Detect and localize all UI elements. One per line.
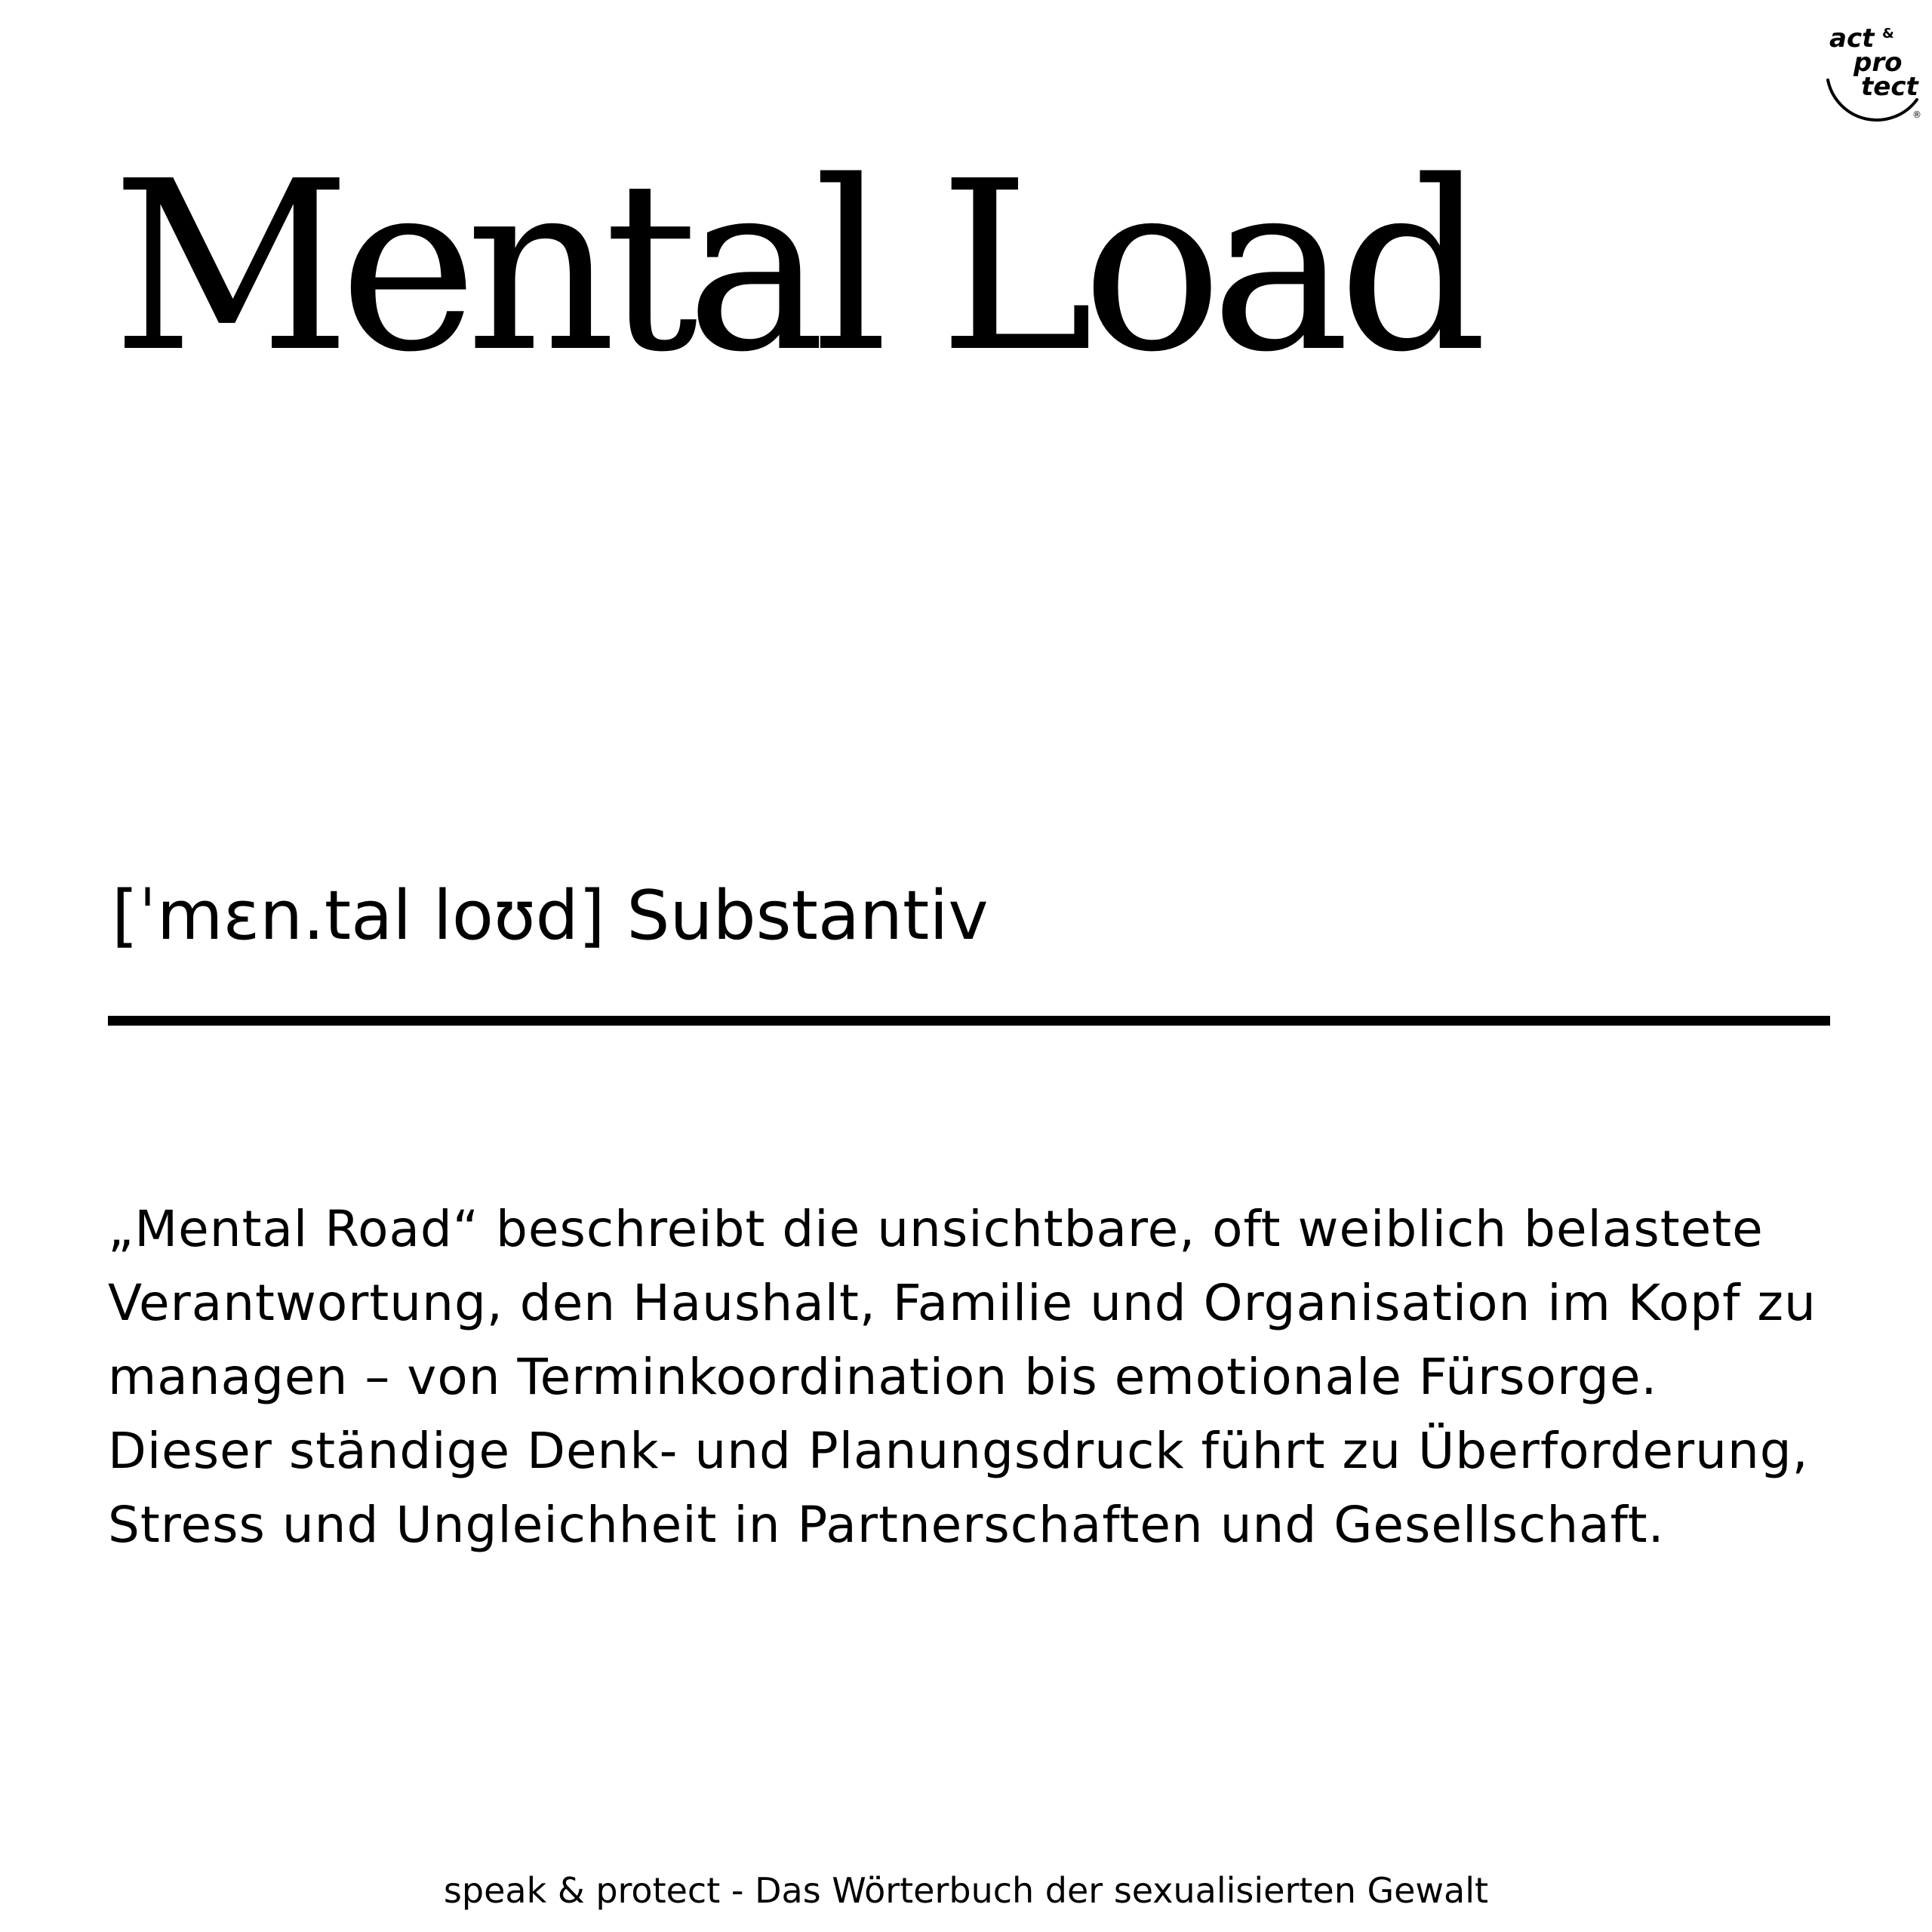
logo-registered-mark: ®	[1912, 109, 1921, 120]
logo-text-act: act	[1829, 23, 1875, 54]
divider-line	[108, 1016, 1830, 1026]
act-protect-logo	[1817, 11, 1923, 124]
entry-title: Mental Load	[112, 131, 1476, 404]
logo-text-pro: pro	[1854, 48, 1903, 78]
pronunciation-and-word-class: [ˈmɛn.tal loʊd] Substantiv	[112, 876, 989, 955]
logo-text-ampersand: &	[1882, 26, 1894, 42]
logo-text-tect: tect	[1861, 72, 1918, 102]
definition-text: „Mental Road“ beschreibt die unsichtbare, oft weiblich belastete Verantwortung, den Haushalt, Familie und Organisation im Kopf zu managen – von Terminkoordination bis emotionale Fürsorge. Dieser ständige Denk- und Planungsdruck führt zu Überforderung, Stress und Ungleichheit in Partnerschaften und Gesellschaft.	[108, 1200, 1817, 1554]
footer-caption: speak & protect - Das Wörterbuch der sexualisierten Gewalt	[443, 1870, 1489, 1911]
